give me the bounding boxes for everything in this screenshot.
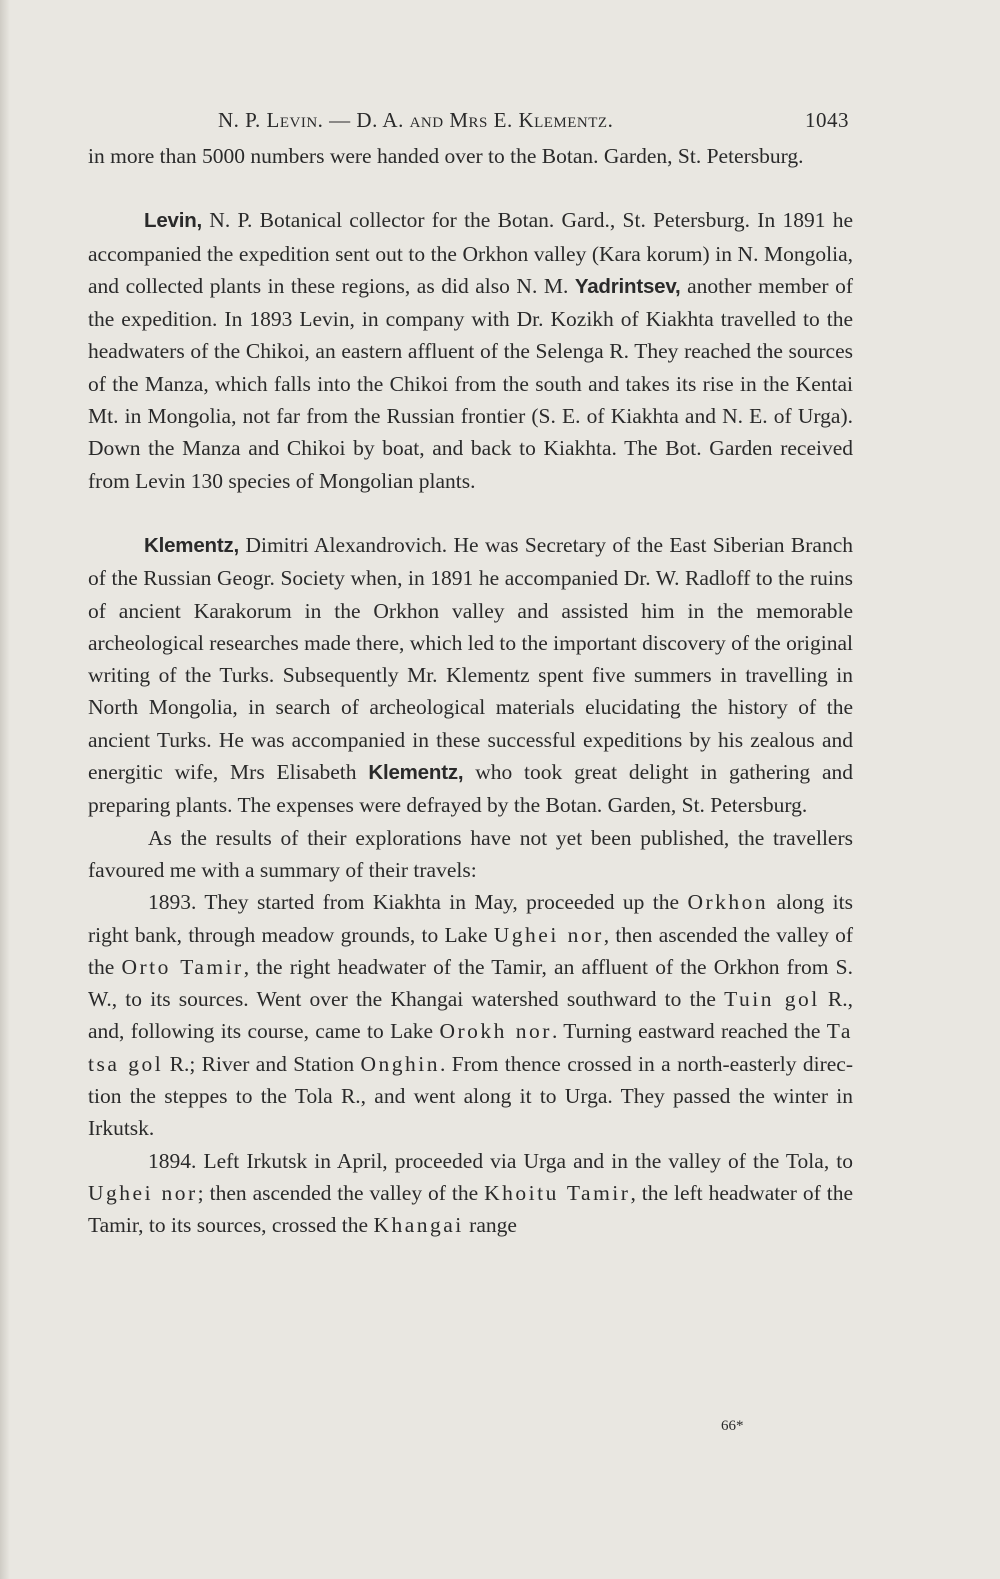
entry-levin-text-2: another member of the expedition. In 1893 Levin, in company with Dr. Kozikh of Kiakhta travelled to the headwaters of the Chikoi, an eastern affluent of the Selenga R. They reached the sources of the Manza, which falls into the Chikoi from the south and takes its rise in the Kentai Mt. in Mongolia, not far from the Russian frontier (S. E. of Kiakhta and N. E. of Urga). Down the Manza and Chikoi by boat, and back to Kiakhta. The Bot. Garden received from Levin 130 species of Mongolian plants. xyxy=(88,273,853,493)
headword-klementz-wife: Klementz, xyxy=(368,761,464,785)
entry-levin xyxy=(88,204,853,497)
entry-klementz-text-2: who took great delight in gathering and preparing plants. The expenses were defrayed by the Botan. Garden, St. Petersburg. xyxy=(88,760,854,818)
running-head-title xyxy=(218,108,613,133)
text-1894-c: , the left headwater of the Tamir, to its sources, crossed the xyxy=(88,1180,854,1238)
header-name-levin: N. P. Levin. xyxy=(218,108,324,132)
text-1893-e: R., and, following its course, came to Lake xyxy=(88,987,854,1044)
place-ughei-nor: Ughei nor xyxy=(493,922,604,947)
printer-signature-mark: 66* xyxy=(721,1418,744,1434)
headword-levin: Levin, xyxy=(144,209,203,233)
place-khangai: Khangai xyxy=(373,1213,464,1238)
text-1893-h: . From thence crossed in a north-easterly direction the steppes to the Tola R., and went along it to Urga. They passed the winter in Irkutsk. xyxy=(88,1051,853,1141)
body-text xyxy=(88,140,853,1242)
paragraph-1894 xyxy=(88,1145,853,1242)
text-1894-d: range xyxy=(463,1213,517,1238)
text-1893-g: R.; River and Station xyxy=(163,1051,361,1076)
running-head xyxy=(88,100,853,140)
place-khoitu-tamir: Khoitu Tamir xyxy=(484,1180,631,1205)
text-1893-f: . Turning eastward reached the xyxy=(551,1019,827,1044)
text-1893-a: 1893. They started from Kiakhta in May, proceeded up the xyxy=(148,890,688,915)
text-1893-b: along its right bank, through meadow grounds, to Lake xyxy=(88,890,853,947)
text-1894-a: 1894. Left Irkutsk in April, proceeded via Urga and in the valley of the Tola, to xyxy=(148,1148,853,1173)
paragraph-1893 xyxy=(88,886,853,1144)
entry-klementz-text: Dimitri Alexandrovich. He was Secretary of the East Siberian Branch of the Russian Geogr. Society when, in 1891 he accompanied Dr. W. Radloff to the ruins of ancient Karakorum in the Orkhon valley and assisted him in the memorable archeological researches made there, which led to the important discovery of the original writing of the Turks. Subsequently Mr. Klementz spent five summers in travelling in North Mongolia, in search of archeological materials elucidating the history of the ancient Turks. He was accompanied in these successful expeditions by his zealous and energitic wife, Mrs Elisabeth xyxy=(88,532,853,785)
text-1893-c: , then ascended the valley of the xyxy=(88,922,854,979)
header-dash: — xyxy=(329,108,351,132)
text-1894-b: ; then ascended the valley of the xyxy=(197,1180,485,1205)
page-number: 1043 xyxy=(805,108,849,132)
place-orokh-nor: Orokh nor xyxy=(439,1019,552,1044)
page-edge-shadow xyxy=(0,0,10,1579)
place-tuin-gol: Tuin gol xyxy=(724,987,820,1012)
paragraph-continuation: in more than 5000 numbers were handed over to the Botan. Garden, St. Petersburg. xyxy=(88,144,804,168)
paragraph-results: As the results of their explorations have not yet been published, the travellers favoured me with a summary of their travels: xyxy=(88,825,853,882)
place-orto-tamir: Orto Tamir xyxy=(121,954,244,979)
entry-klementz xyxy=(88,529,853,822)
header-name-klementz: D. A. and Mrs E. Klementz. xyxy=(356,108,614,132)
entry-levin-text: N. P. Botanical collector for the Botan. Gard., St. Petersburg. In 1891 he accompanied the expedition sent out to the Orkhon valley (Kara korum) in N. Mongolia, and collected plants in these regions, as did also N. M. xyxy=(88,208,853,298)
book-page xyxy=(88,100,854,1434)
headword-klementz: Klementz, xyxy=(144,533,240,557)
place-ta-tsa-gol: Ta tsa gol xyxy=(88,1019,853,1076)
place-onghin: Onghin xyxy=(360,1051,441,1076)
text-1893-d: , the right headwater of the Tamir, an affluent of the Orkhon from S. W., to its sources. Went over the Khangai watershed southward to the xyxy=(88,954,853,1012)
headword-yadrintsev: Yadrintsev, xyxy=(574,274,681,298)
place-orkhon: Orkhon xyxy=(687,890,769,915)
place-ughei-nor-2: Ughei nor xyxy=(88,1180,198,1205)
